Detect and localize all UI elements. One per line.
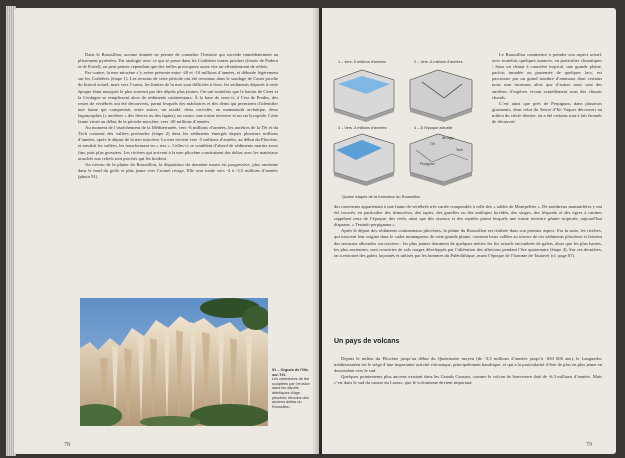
photo-image: [80, 298, 268, 426]
right-paragraph: Après le départ des sédiments continentaux pliocènes, la plaine du Roussillon est réalisée dans son premier aspect. Par la suite, les rivières, qui trouvent leur origine dans le cadre montagneux de cette grande plaine, creusent leurs vallées au travers de ces sédiments pliocènes et laissent des terrasses alluviales successives : les plus jeunes dominent de quelques mètres les lits actuels encombrés de galets, alors que les plus hautes, les plus anciennes, sont couvertes de sols rouges développés par l’altération des alluvions pendant l’ère quaternaire (étape 4). Sur ces dernières, on a retrouvé des galets façonnés et utilisés par les hommes du Paléolithique, avant l’époque de l’homme de Tautavel (cf. page 67).: [334, 228, 602, 258]
left-paragraph: Au niveau de la plaine du Roussillon, la disparition du domaine marin est progressive, plus ancienne dans le fond du golfe et plus jeune vers l’actuel rivage. Elle sera totale vers -4 à -3,5 millions d’années (photo 91).: [78, 161, 278, 179]
left-body-text: [78, 52, 278, 180]
left-page: [14, 8, 319, 454]
annotation-tech: Tech: [456, 148, 463, 152]
formation-diagram: [332, 50, 482, 200]
right-page: [322, 8, 616, 454]
left-paragraph: Par contre, la mer miocène s’y avère présente entre -20 et -10 millions d’années, et déborde légèrement sur les Corbières (étape 1). Les terrains de cette période ont été reconnus dans le sondage de Canet proche du littoral actuel, mais vers l’ouest, les limites de la mer sont difficiles à fixer, les sédiments déposés à cette époque étant masqués le plus souvent par des dépôts plus jeunes. On sait toutefois que le bassin de Céret et la Cerdagne se remplissent alors de sédiments continentaux. À la base de ceux-ci, à l’est de Prades, des restes de vertébrés ont été découverts, parmi lesquels des mâchoires et des dents qui permirent d’identifier une faune qui comprenait, entre autres, un ursidé, deux cervidés, un mammouth archaïque, deux lagomorphes (« ancêtres » des lièvres ou des lapins), un castor, une tortue terrestre et un rat lycopode. Cette faune vivait au début de la période miocène, vers -20 millions d’années.: [78, 70, 278, 125]
diagram-blocks: [332, 50, 482, 200]
section-body-text: [334, 356, 602, 386]
right-side-paragraph: C’est ainsi que près de Perpignan, dans plusieurs gisements, dont celui du Serrat d’En Vaquer découvert au milieu du siècle dernier, on a été certains tout à fait étonnés de découvrir: [492, 100, 602, 125]
right-side-paragraph: Le Roussillon commence à prendre son aspect actuel, avec toutefois quelques nuances, en particulier climatiques : Sous un climat à caractère tropical, une grande plaine, parfois inondée ou parsemée de quelques lacs, est parcourue par un grand nombre d’animaux dont certains nous sont inconnus alors que d’autres nous sont des ancêtres d’espèces vivant actuellement sous des climats chauds.: [492, 52, 602, 100]
section-paragraph: Quelques pointements plus anciens existent dans les Grands Causses, comme le volcan de Sauveterre daté de -6,3 millions d’années. Mais c’est dans le sud du causse du Larzac, que le volcanisme devient important: [334, 374, 602, 386]
section-paragraph: Depuis le milieu du Pliocène jusqu’au début du Quaternaire moyen (de -3,5 millions d’années jusqu’à -650 000 ans), le Languedoc méditerranéen est le siège d’une importante activité volcanique, principalement basaltique, et qui a la particularité d’être de plus en plus jeune en descendant vers le sud.: [334, 356, 602, 374]
diagram-stage-2: [410, 70, 472, 122]
page-number-left: 78: [64, 442, 70, 448]
figure-caption-title: 91 – Orgues de l’Ille-sur-Têt.: [272, 368, 309, 377]
photo-orgues: [80, 298, 268, 426]
stage-label-2: 2 – Vers -6 millions d’années: [414, 60, 463, 64]
right-body-text: [334, 204, 602, 259]
diagram-stage-1: [334, 70, 394, 122]
annotation-ille-agly: Ille-Agly: [442, 136, 454, 140]
annotation-perpignan: Perpignan: [420, 162, 435, 166]
left-paragraph: Au moment de l’assèchement de la Méditerranée, vers -6 millions d’années, les ancêtres de la Têt et du Tech creusent des vallées profondes (étape 2) dans les sédiments émergés depuis plusieurs millions d’années, après le départ de la mer miocène. La mer revient vers -5 millions d’années, au début du Pliocène, et envahit les vallées, les transformant en « rias ». Celles-ci se comblent d’abord de sédiments marins assez fins, puis plus grossiers. Les rivières qui arrivent à la mer pliocène construisent des deltas avec les matériaux arrachés aux reliefs tout proches qui les bordent.: [78, 125, 278, 161]
right-paragraph: des ossements appartenant à une faune de vertébrés très variée comparable à celle des « sables de Montpellier ». De nombreux mammifères y ont été trouvés, en particulier des rhinocéros, des tapirs, des gazelles ou des antilopes bovidés, des singes, des léopards et des tigres à canines rappelant ceux de l’époque, des cerfs, ainsi que des oiseaux et des reptiles parmi lesquels une tortue terrestre géante tropicale, aujourd’hui disparue, « Testudo perpignana ».: [334, 204, 602, 228]
section-heading: Un pays de volcans: [334, 338, 400, 345]
diagram-legend: Quatre étapes de la formation du Roussillon: [342, 194, 421, 199]
stage-label-3: 3 – Vers -3 millions d’années: [338, 126, 387, 130]
stage-label-4: 4 – À l’époque actuelle: [414, 126, 453, 130]
figure-caption-text: Les cheminées de fée sculptées par l’érosion dans les dépôts détritiques d’âge pliocène, témoins des anciens deltas du Roussillon.: [272, 377, 310, 409]
diagram-stage-3: [334, 134, 394, 186]
stage-label-1: 1 – vers -5 millions d’années: [338, 60, 387, 64]
diagram-stage-4: [410, 134, 472, 186]
left-paragraph: Dans le Roussillon, aucune donnée ne permet de connaître l’histoire qui succède immédiatement au plissement pyrénéen. Par analogie avec ce qui se passe dans les Corbières toutes proches (fossés de Padern et de Portel), on peut penser cependant que des failles provoquent assez vite un effondrement de reliefs.: [78, 52, 278, 70]
right-side-text: [492, 52, 602, 125]
annotation-tet: Têt: [430, 142, 435, 146]
page-number-right: 79: [586, 442, 592, 448]
figure-caption: [272, 368, 312, 409]
